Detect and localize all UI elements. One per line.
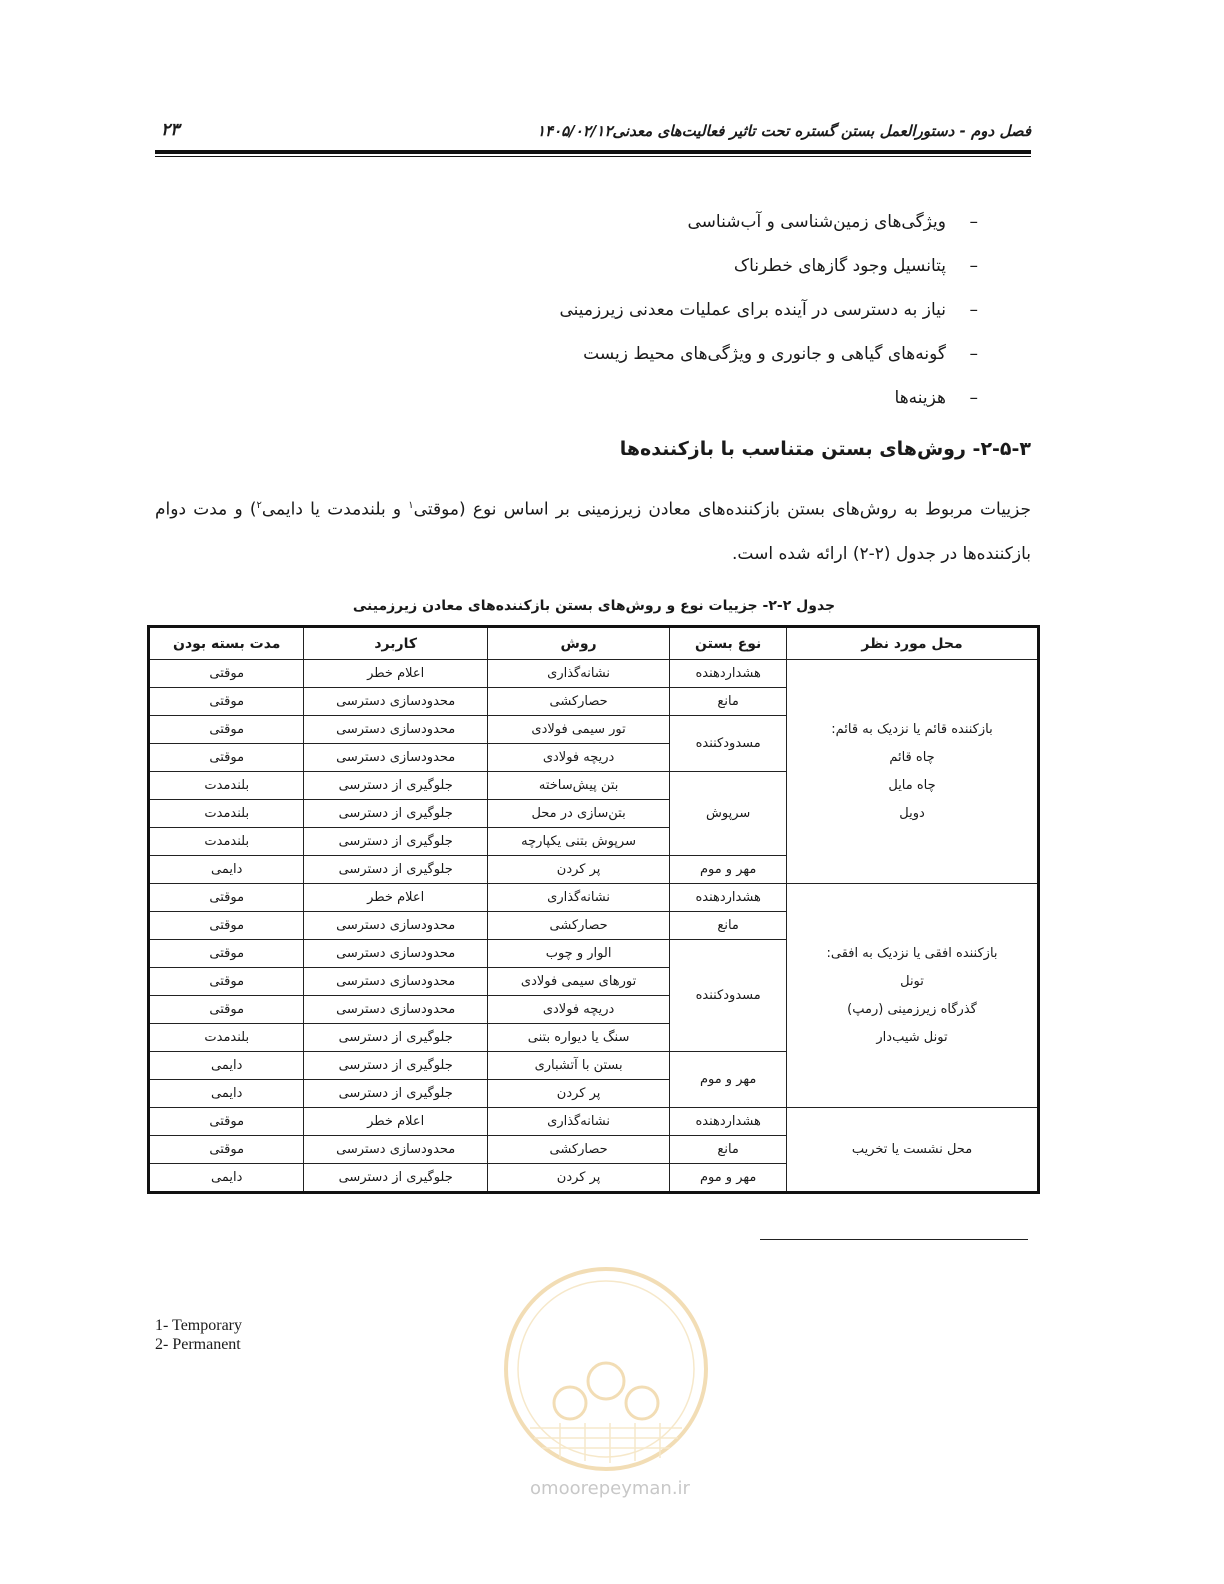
use-cell: محدودسازی دسترسی xyxy=(304,912,487,940)
column-header: کاربرد xyxy=(304,627,487,660)
column-header: محل مورد نظر xyxy=(787,627,1039,660)
header-title: فصل دوم - دستورالعمل بستن گستره تحت تاثیر فعالیت‌های معدنی۱۴۰۵/۰۲/۱۲ xyxy=(536,122,1031,140)
duration-cell: بلندمدت xyxy=(149,772,304,800)
method-cell: بتن پیش‌ساخته xyxy=(487,772,669,800)
duration-cell: موقتی xyxy=(149,1108,304,1136)
use-cell: جلوگیری از دسترسی xyxy=(304,828,487,856)
use-cell: محدودسازی دسترسی xyxy=(304,716,487,744)
use-cell: اعلام خطر xyxy=(304,1108,487,1136)
use-cell: جلوگیری از دسترسی xyxy=(304,1080,487,1108)
use-cell: جلوگیری از دسترسی xyxy=(304,1164,487,1193)
location-cell: محل نشست یا تخریب xyxy=(787,1108,1039,1193)
bullet-item: – پتانسیل وجود گازهای خطرناک xyxy=(733,256,978,276)
location-cell: بازکننده افقی یا نزدیک به افقی: تونل گذرگاه زیرزمینی (رمپ) تونل شیب‌دار xyxy=(787,884,1039,1108)
duration-cell: دایمی xyxy=(149,1080,304,1108)
closure-methods-table xyxy=(147,625,1040,1194)
duration-cell: موقتی xyxy=(149,884,304,912)
watermark-logo-icon xyxy=(500,1263,712,1475)
type-cell: مهر و موم xyxy=(670,856,787,884)
method-cell: پر کردن xyxy=(487,856,669,884)
type-cell: مانع xyxy=(670,1136,787,1164)
section-heading: ۲-۵-۳- روش‌های بستن متناسب با بازکننده‌ها xyxy=(619,438,1031,460)
use-cell: جلوگیری از دسترسی xyxy=(304,772,487,800)
duration-cell: موقتی xyxy=(149,968,304,996)
method-cell: دریچه فولادی xyxy=(487,996,669,1024)
use-cell: محدودسازی دسترسی xyxy=(304,688,487,716)
method-cell: بتن‌سازی در محل xyxy=(487,800,669,828)
use-cell: محدودسازی دسترسی xyxy=(304,1136,487,1164)
bullet-item: – نیاز به دسترسی در آینده برای عملیات معدنی زیرزمینی xyxy=(559,300,978,320)
type-cell: مسدودکننده xyxy=(670,940,787,1052)
use-cell: جلوگیری از دسترسی xyxy=(304,800,487,828)
bullet-list xyxy=(278,200,978,420)
page-number: ۲۳ xyxy=(161,120,180,140)
footnote-ref: ۲ xyxy=(256,500,262,511)
duration-cell: موقتی xyxy=(149,660,304,688)
type-cell: مانع xyxy=(670,912,787,940)
table-header-row xyxy=(149,627,1039,660)
header-rule-thick xyxy=(155,150,1031,154)
footnote-ref: ۱ xyxy=(408,500,414,511)
use-cell: جلوگیری از دسترسی xyxy=(304,1024,487,1052)
use-cell: محدودسازی دسترسی xyxy=(304,996,487,1024)
method-cell: تورهای سیمی فولادی xyxy=(487,968,669,996)
duration-cell: دایمی xyxy=(149,1164,304,1193)
use-cell: اعلام خطر xyxy=(304,884,487,912)
duration-cell: موقتی xyxy=(149,940,304,968)
type-cell: سرپوش xyxy=(670,772,787,856)
body-paragraph: جزییات مربوط به روش‌های بستن بازکننده‌های معادن زیرزمینی بر اساس نوع (موقتی$^۱$ و بلندمدت یا دایمی$^۲$) و مدت دوام بازکننده‌ها در جدول (۲-۲) ارائه شده است. xyxy=(155,499,1031,564)
use-cell: جلوگیری از دسترسی xyxy=(304,856,487,884)
method-cell: سرپوش بتنی یکپارچه xyxy=(487,828,669,856)
footnote-separator xyxy=(760,1239,1028,1240)
page-header xyxy=(155,114,1031,146)
method-cell: نشانه‌گذاری xyxy=(487,660,669,688)
bullet-item: – هزینه‌ها xyxy=(894,388,978,408)
duration-cell: بلندمدت xyxy=(149,800,304,828)
column-header: نوع بستن xyxy=(670,627,787,660)
duration-cell: موقتی xyxy=(149,996,304,1024)
column-header: مدت بسته بودن xyxy=(149,627,304,660)
method-cell: تور سیمی فولادی xyxy=(487,716,669,744)
type-cell: مانع xyxy=(670,688,787,716)
duration-cell: دایمی xyxy=(149,856,304,884)
duration-cell: بلندمدت xyxy=(149,1024,304,1052)
method-cell: دریچه فولادی xyxy=(487,744,669,772)
method-cell: پر کردن xyxy=(487,1080,669,1108)
method-cell: بستن با آتشباری xyxy=(487,1052,669,1080)
method-cell: پر کردن xyxy=(487,1164,669,1193)
bullet-item: – گونه‌های گیاهی و جانوری و ویژگی‌های محیط زیست xyxy=(583,344,978,364)
duration-cell: موقتی xyxy=(149,912,304,940)
type-cell: هشداردهنده xyxy=(670,660,787,688)
type-cell: مهر و موم xyxy=(670,1164,787,1193)
duration-cell: موقتی xyxy=(149,1136,304,1164)
footnote: 2- Permanent xyxy=(155,1336,241,1353)
method-cell: الوار و چوب xyxy=(487,940,669,968)
footnote: 1- Temporary xyxy=(155,1317,242,1334)
method-cell: حصارکشی xyxy=(487,912,669,940)
type-cell: مهر و موم xyxy=(670,1052,787,1108)
method-cell: نشانه‌گذاری xyxy=(487,884,669,912)
table-row xyxy=(149,660,1039,688)
duration-cell: دایمی xyxy=(149,1052,304,1080)
method-cell: حصارکشی xyxy=(487,688,669,716)
header-rule-thin xyxy=(155,156,1031,157)
method-cell: نشانه‌گذاری xyxy=(487,1108,669,1136)
use-cell: محدودسازی دسترسی xyxy=(304,744,487,772)
duration-cell: موقتی xyxy=(149,744,304,772)
use-cell: جلوگیری از دسترسی xyxy=(304,1052,487,1080)
table-row xyxy=(149,1108,1039,1136)
duration-cell: موقتی xyxy=(149,688,304,716)
bullet-item: – ویژگی‌های زمین‌شناسی و آب‌شناسی xyxy=(687,212,978,232)
type-cell: هشداردهنده xyxy=(670,1108,787,1136)
type-cell: هشداردهنده xyxy=(670,884,787,912)
method-cell: حصارکشی xyxy=(487,1136,669,1164)
column-header: روش xyxy=(487,627,669,660)
table-row xyxy=(149,884,1039,912)
footnotes xyxy=(155,1316,242,1354)
use-cell: محدودسازی دسترسی xyxy=(304,968,487,996)
type-cell: مسدودکننده xyxy=(670,716,787,772)
location-cell: بازکننده قائم یا نزدیک به قائم: چاه قائم چاه مایل دویل xyxy=(787,660,1039,884)
duration-cell: موقتی xyxy=(149,716,304,744)
table-caption: جدول ۲-۲- جزییات نوع و روش‌های بستن بازکننده‌های معادن زیرزمینی xyxy=(352,598,836,614)
watermark-url: omoorepeyman.ir xyxy=(530,1478,690,1499)
use-cell: محدودسازی دسترسی xyxy=(304,940,487,968)
duration-cell: بلندمدت xyxy=(149,828,304,856)
method-cell: سنگ یا دیواره بتنی xyxy=(487,1024,669,1052)
use-cell: اعلام خطر xyxy=(304,660,487,688)
